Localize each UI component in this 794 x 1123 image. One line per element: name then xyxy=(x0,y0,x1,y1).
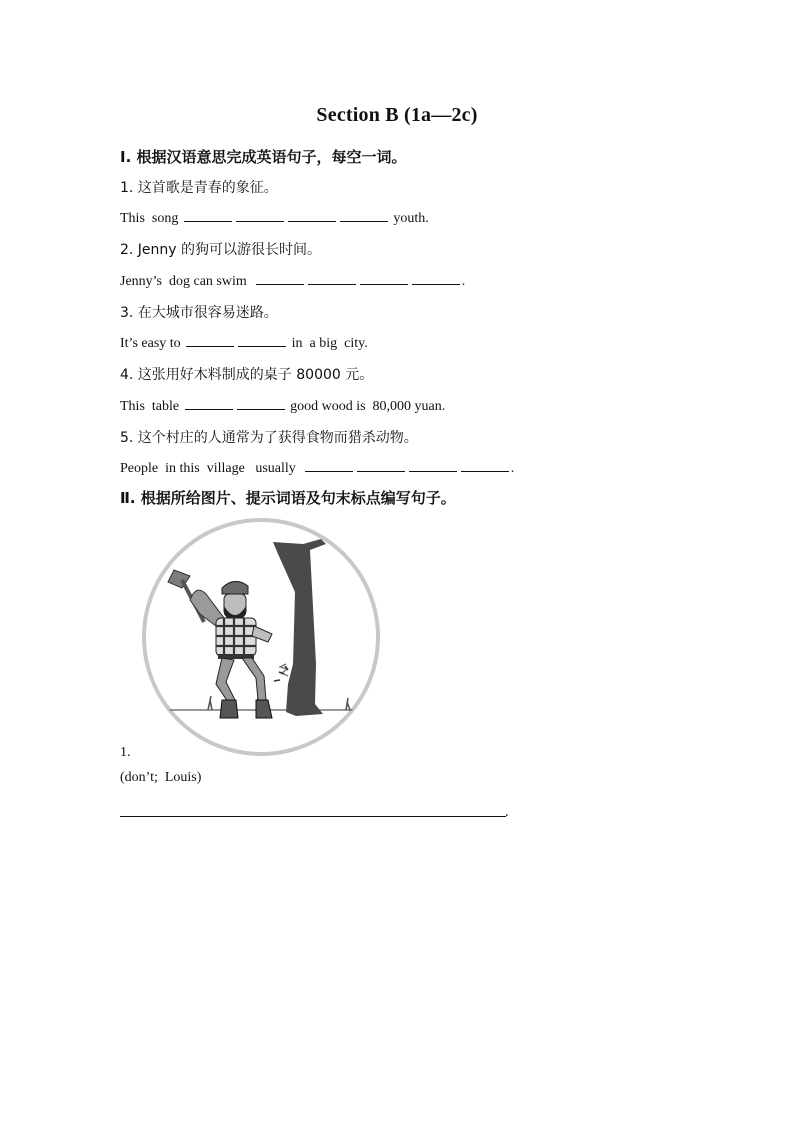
item1-blank-1[interactable] xyxy=(184,209,232,222)
item2-text-before: Jenny’s dog can swim xyxy=(120,274,247,289)
part2-hint: (don’t; Louis) xyxy=(120,770,202,785)
item1-blank-2[interactable] xyxy=(236,209,284,222)
item4-english xyxy=(120,397,445,415)
item1-blank-4[interactable] xyxy=(340,209,388,222)
item2-english xyxy=(120,272,465,290)
item4-blank-2[interactable] xyxy=(237,397,285,410)
item2-blank-4[interactable] xyxy=(412,272,460,285)
part2-answer-line[interactable] xyxy=(120,816,506,817)
lumberjack-chopping-tree-picture xyxy=(138,514,384,760)
item1-text-after: youth. xyxy=(393,211,429,226)
item3-blank-2[interactable] xyxy=(238,334,286,347)
part2-end-punct: . xyxy=(505,805,509,820)
item5-chinese: 5. 这个村庄的人通常为了获得食物而猎杀动物。 xyxy=(120,430,418,446)
item5-blank-3[interactable] xyxy=(409,459,457,472)
item4-text-after: good wood is 80,000 yuan. xyxy=(290,399,446,414)
item2-blank-1[interactable] xyxy=(256,272,304,285)
part2-heading: Ⅱ. 根据所给图片、提示词语及句末标点编写句子。 xyxy=(120,489,456,507)
item3-english xyxy=(120,334,368,352)
item5-english xyxy=(120,459,514,477)
item2-blank-3[interactable] xyxy=(360,272,408,285)
item1-chinese: 1. 这首歌是青春的象征。 xyxy=(120,180,278,196)
item2-text-after: . xyxy=(461,274,466,289)
item3-chinese: 3. 在大城市很容易迷路。 xyxy=(120,305,278,321)
item2-chinese: 2. Jenny 的狗可以游很长时间。 xyxy=(120,242,322,258)
item1-blank-3[interactable] xyxy=(288,209,336,222)
item3-text-before: It’s easy to xyxy=(120,336,181,351)
item3-text-after: in a big city. xyxy=(291,336,368,351)
item5-text-before: People in this village usually xyxy=(120,461,296,476)
item4-text-before: This table xyxy=(120,399,180,414)
page-title: Section B (1a—2c) xyxy=(316,104,478,126)
item5-blank-4[interactable] xyxy=(461,459,509,472)
item1-text-before: This song xyxy=(120,211,179,226)
item5-text-after: . xyxy=(510,461,515,476)
item5-blank-1[interactable] xyxy=(305,459,353,472)
item4-blank-1[interactable] xyxy=(185,397,233,410)
item3-blank-1[interactable] xyxy=(186,334,234,347)
item1-english xyxy=(120,209,429,227)
item5-blank-2[interactable] xyxy=(357,459,405,472)
part1-heading: Ⅰ. 根据汉语意思完成英语句子，每空一词。 xyxy=(120,148,407,166)
part2-item-number: 1. xyxy=(120,745,131,760)
item2-blank-2[interactable] xyxy=(308,272,356,285)
item4-chinese: 4. 这张用好木料制成的桌子 80000 元。 xyxy=(120,367,374,383)
